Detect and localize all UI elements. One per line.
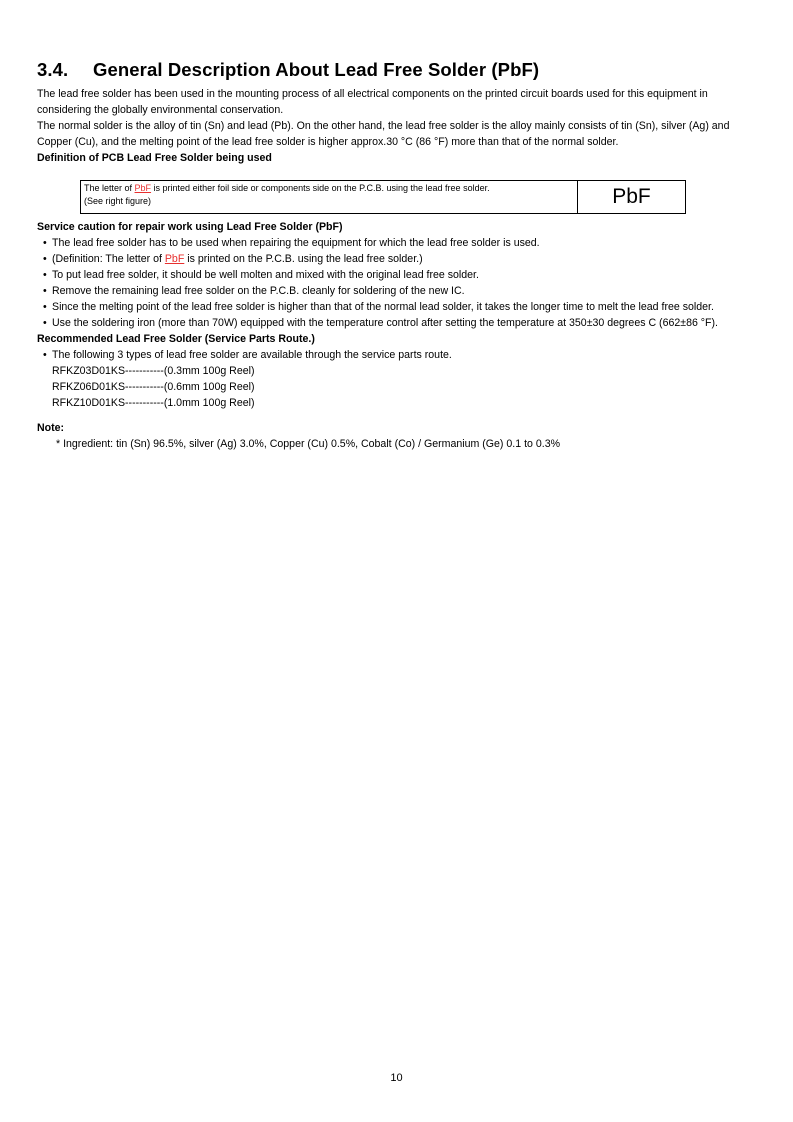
- pbf-mark: PbF: [134, 183, 152, 193]
- list-item: • Use the soldering iron (more than 70W) equipped with the temperature control after setting the temperature at 350±30 degrees C (662±86 °F).: [43, 315, 737, 331]
- intro-paragraph-2: The normal solder is the alloy of tin (Sn) and lead (Pb). On the other hand, the lead free solder is the alloy mainly consists of tin (Sn), silver (Ag) and Copper (Cu), and the melting point of the lead free solder is higher approx.30 °C (86 °F) more than that of the normal solder.: [37, 120, 730, 148]
- part-number-2: RFKZ06D01KS-----------(0.6mm 100g Reel): [52, 381, 255, 393]
- pcb-definition-text: The letter of PbF is printed either foil side or components side on the P.C.B. using the lead free solder. (See right figure): [81, 181, 578, 214]
- list-item: • Remove the remaining lead free solder on the P.C.B. cleanly for soldering of the new IC.: [43, 283, 737, 299]
- note-text: * Ingredient: tin (Sn) 96.5%, silver (Ag) 3.0%, Copper (Cu) 0.5%, Cobalt (Co) / Germanium (Ge) 0.1 to 0.3%: [56, 438, 560, 450]
- section-number: 3.4.: [37, 59, 69, 80]
- pbf-mark: PbF: [164, 253, 185, 265]
- list-item: • Since the melting point of the lead free solder is higher than that of the normal lead solder, it takes the longer time to melt the lead free solder.: [43, 299, 737, 315]
- note-heading: Note:: [37, 422, 65, 434]
- part-number-1: RFKZ03D01KS-----------(0.3mm 100g Reel): [52, 365, 255, 377]
- part-number-3: RFKZ10D01KS-----------(1.0mm 100g Reel): [52, 397, 255, 409]
- section-title: General Description About Lead Free Solder (PbF): [93, 59, 540, 80]
- list-item: • (Definition: The letter of PbF is printed on the P.C.B. using the lead free solder.): [43, 251, 737, 267]
- recommended-heading: Recommended Lead Free Solder (Service Parts Route.): [37, 333, 315, 345]
- document-page: [37, 58, 737, 452]
- pcb-definition-table: [80, 180, 686, 214]
- intro-paragraph-1: The lead free solder has been used in the mounting process of all electrical components on the printed circuit boards used for this equipment in considering the globally environmental conservation.: [37, 88, 708, 116]
- definition-heading: Definition of PCB Lead Free Solder being used: [37, 152, 272, 164]
- list-item: • To put lead free solder, it should be well molten and mixed with the original lead free solder.: [43, 267, 737, 283]
- pbf-figure: PbF: [578, 181, 686, 214]
- caution-list: [37, 235, 737, 331]
- list-item: • The lead free solder has to be used when repairing the equipment for which the lead free solder is used.: [43, 235, 737, 251]
- list-item: • The following 3 types of lead free solder are available through the service parts route.: [43, 347, 737, 363]
- section-heading: [37, 58, 737, 82]
- caution-heading: Service caution for repair work using Lead Free Solder (PbF): [37, 221, 343, 233]
- page-number: 10: [390, 1072, 403, 1084]
- recommended-list: [37, 347, 737, 363]
